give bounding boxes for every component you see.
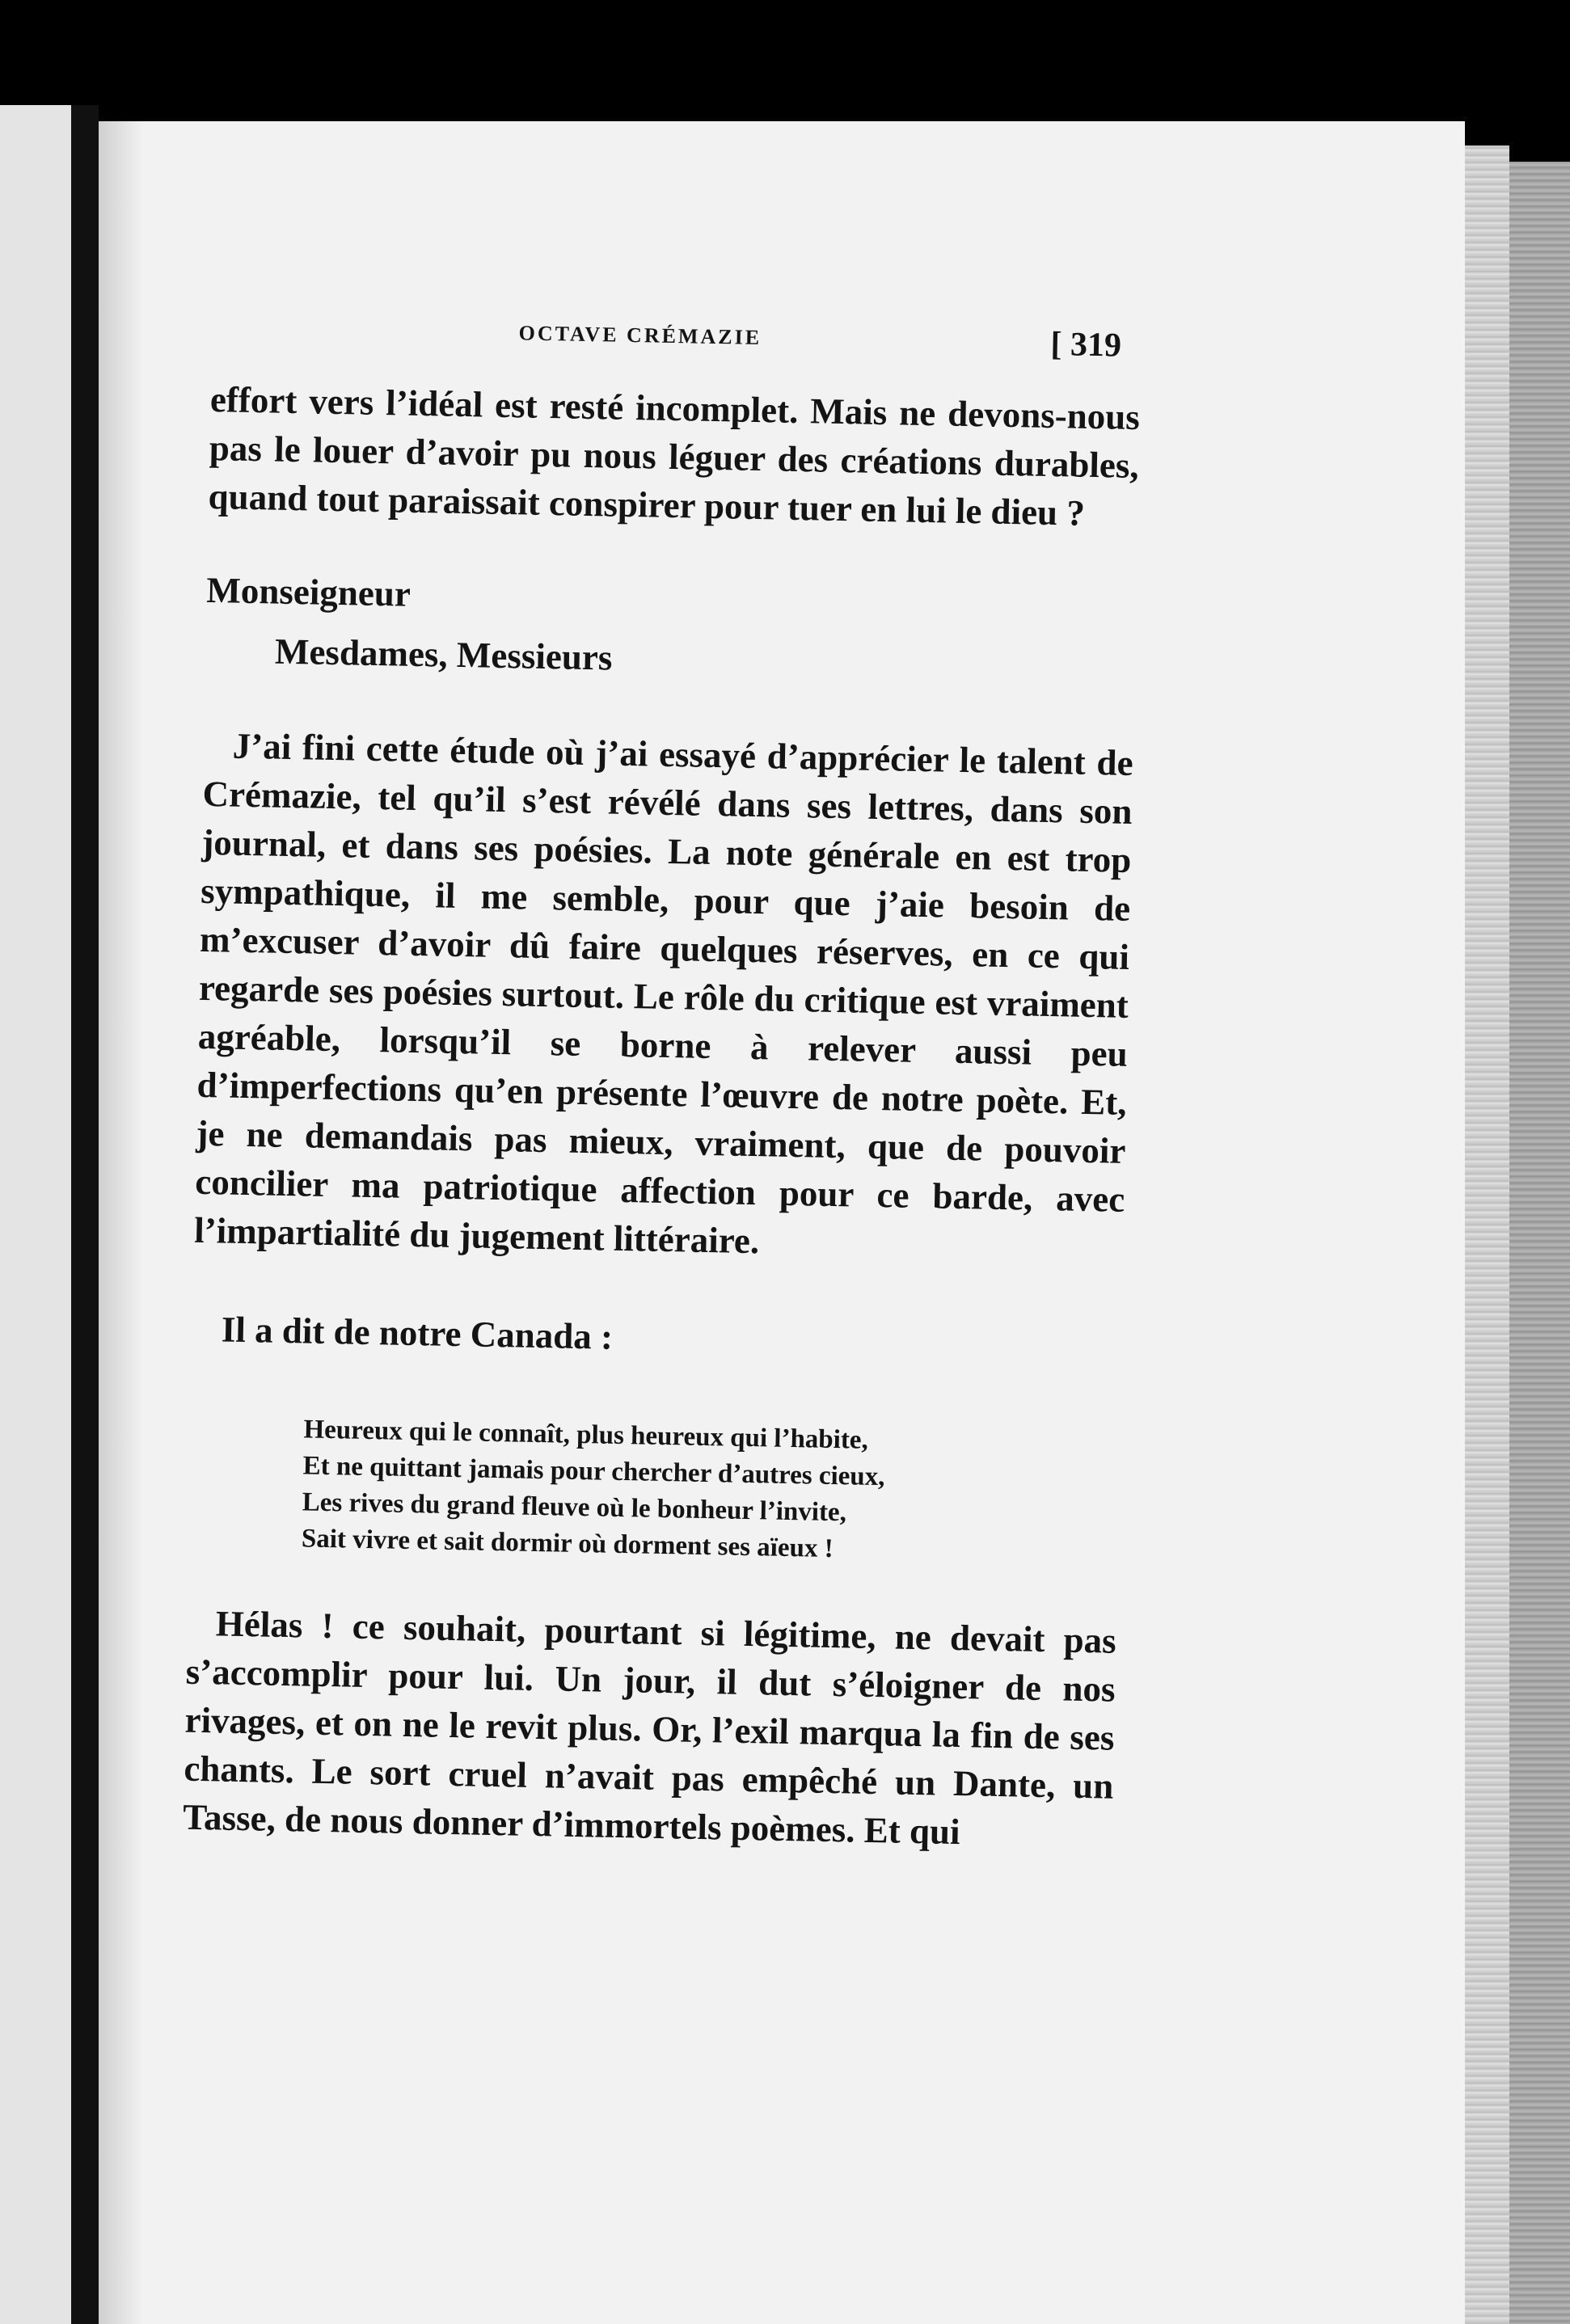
continuation-paragraph: effort vers l’idéal est resté incomplet. Mais ne devons-nous pas le louer d’avoir pu nous léguer des créations durables, quand tout paraissait conspirer pour tuer en lui le dieu ? bbox=[208, 378, 1141, 534]
page-number: [ 319 bbox=[1050, 325, 1122, 365]
verse-line: Sait vivre et sait dormir où dorment ses aïeux ! bbox=[301, 1524, 834, 1564]
gutter-shadow bbox=[99, 121, 143, 2324]
salutation-monseigneur: Monseigneur bbox=[205, 569, 411, 614]
book-cover-edge bbox=[1509, 162, 1570, 2324]
book-spine bbox=[71, 105, 99, 2324]
left-page-edge bbox=[0, 105, 71, 2324]
page-stack-edge bbox=[1465, 146, 1509, 2324]
running-head: OCTAVE CRÉMAZIE bbox=[518, 321, 762, 350]
verse-quotation bbox=[302, 1411, 1121, 1572]
verse-line: Heureux qui le connaît, plus heureux qui l’habite, bbox=[303, 1415, 869, 1455]
conclusion-paragraph: J’ai fini cette étude où j’ai essayé d’apprécier le talent de Crémazie, tel qu’il s’est révélé dans ses lettres, dans son journal, et dans ses poésies. La note générale en est trop sympathique, il me semble, pour que j’aie besoin de m’excuser d’avoir dû faire quelques réserves, en ce qui regarde ses poésies surtout. Le rôle du critique est vraiment agréable, lorsqu’il se borne à relever aussi peu d’imperfections qu’en présente l’œuvre de notre poète. Et, je ne demandais pas mieux, vraiment, que de pouvoir concilier ma patriotique affection pour ce barde, avec l’impartialité du jugement littéraire. bbox=[193, 725, 1134, 1262]
final-paragraph: Hélas ! ce souhait, pourtant si légitime, ne devait pas s’accomplir pour lui. Un jour, il dut s’éloigner de nos rivages, et on ne le revit plus. Or, l’exil marqua la fin de ses chants. Le sort cruel n’avait pas empêché un Dante, un Tasse, de nous donner d’immortels poèmes. Et qui bbox=[182, 1603, 1117, 1853]
salutation-audience: Mesdames, Messieurs bbox=[274, 631, 613, 678]
verse-line: Et ne quittant jamais pour chercher d’autres cieux, bbox=[302, 1451, 885, 1492]
page-text bbox=[183, 315, 1142, 1859]
verse-intro: Il a dit de notre Canada : bbox=[221, 1309, 614, 1357]
verse-line: Les rives du grand fleuve où le bonheur l’invite, bbox=[302, 1487, 847, 1528]
